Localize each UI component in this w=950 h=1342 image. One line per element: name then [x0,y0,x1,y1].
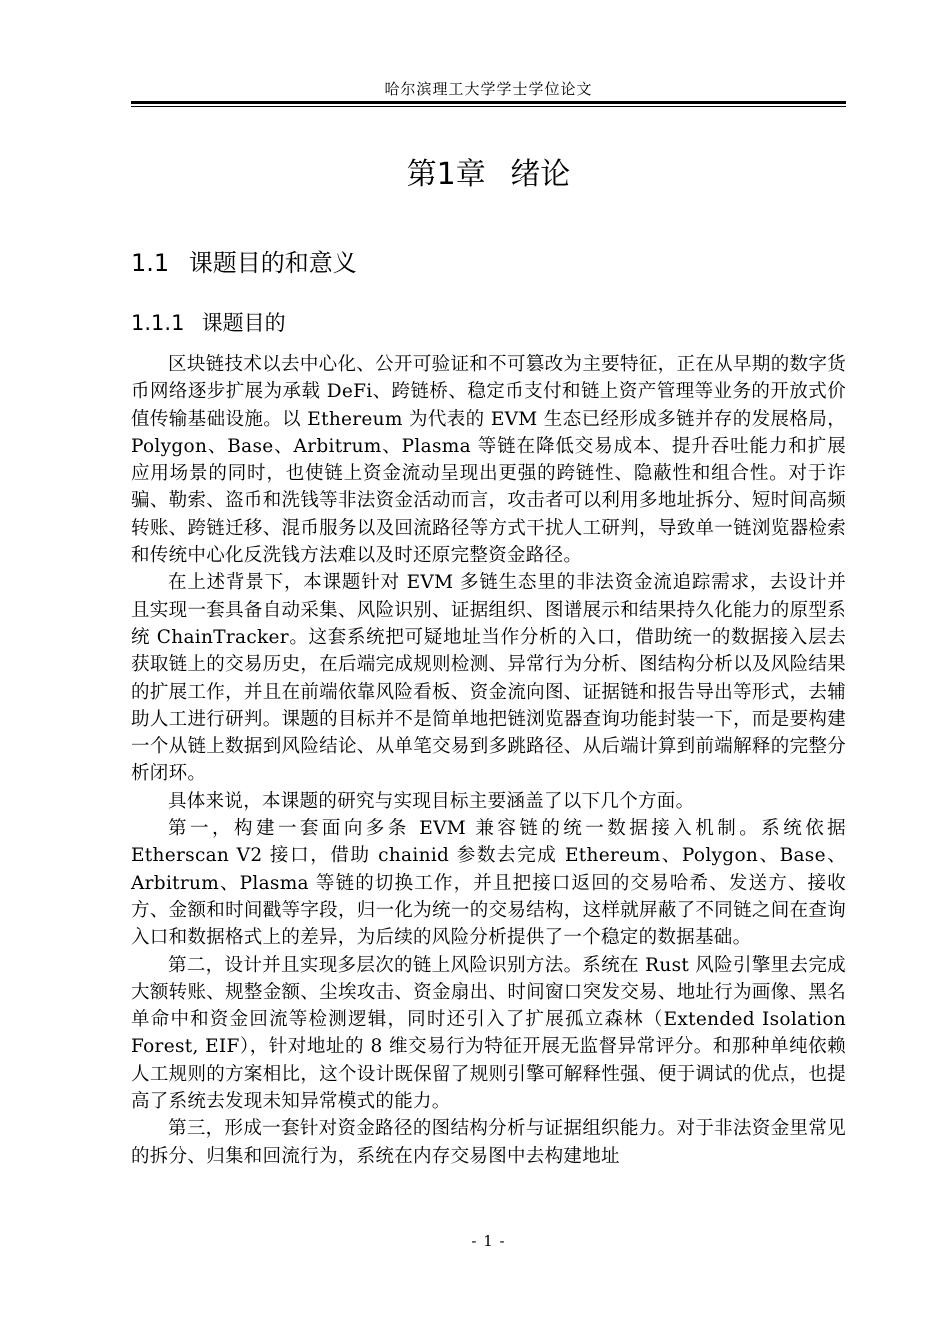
chapter-name: 绪论 [510,157,571,192]
chapter-number: 第1章 [406,157,486,192]
paragraph: 第三，形成一套针对资金路径的图结构分析与证据组织能力。对于非法资金里常见的拆分、归集和回流行为，系统在内存交易图中去构建地址 [131,1118,846,1167]
header-rule-thick [131,101,846,104]
subsection-number: 1.1.1 [131,311,185,335]
page-number: - 1 - [471,1232,506,1250]
section-heading [131,246,357,280]
subsection-name: 课题目的 [201,311,286,335]
paragraph: 第一，构建一套面向多条 EVM 兼容链的统一数据接入机制。系统依据 Etherscan V2 接口，借助 chainid 参数去完成 Ethereum、Polygon、Base、Arbitrum、Plasma 等链的切换工作，并且把接口返回的交易哈希、发送方、接收方、金额和时间戳等字段，归一化为统一的交易结构，这样就屏蔽了不同链之间在查询入口和数据格式上的差异，为后续的风险分析提供了一个稳定的数据基础。 [131,818,846,949]
chapter-title [131,155,846,195]
paragraph: 第二，设计并且实现多层次的链上风险识别方法。系统在 Rust 风险引擎里去完成大额转账、规整金额、尘埃攻击、资金扇出、时间窗口突发交易、地址行为画像、黑名单命中和资金回流等检测逻辑，同时还引入了扩展孤立森林（Extended Isolation Forest, EIF），针对地址的 8 维交易行为特征开展无监督异常评分。和那种单纯依赖人工规则的方案相比，这个设计既保留了规则引擎可解释性强、便于调试的优点，也提高了系统去发现未知异常模式的能力。 [131,954,846,1113]
paragraph: 具体来说，本课题的研究与实现目标主要涵盖了以下几个方面。 [168,790,695,812]
paragraph: 区块链技术以去中心化、公开可验证和不可篡改为主要特征，正在从早期的数字货币网络逐步扩展为承载 DeFi、跨链桥、稳定币支付和链上资产管理等业务的开放式价值传输基础设施。以 Ethereum 为代表的 EVM 生态已经形成多链并存的发展格局，Polygon、Base、Arbitrum、Plasma 等链在降低交易成本、提升吞吐能力和扩展应用场景的同时，也使链上资金流动呈现出更强的跨链性、隐蔽性和组合性。对于诈骗、勒索、盗币和洗钱等非法资金活动而言，攻击者可以利用多地址拆分、短时间高频转账、跨链迁移、混币服务以及回流路径等方式干扰人工研判，导致单一链浏览器检索和传统中心化反洗钱方法难以及时还原完整资金路径。 [131,354,846,567]
section-name: 课题目的和意义 [188,249,357,277]
running-header: 哈尔滨理工大学学士学位论文 [384,80,593,98]
header-rule-thin [131,106,846,107]
subsection-heading [131,308,286,338]
body-text [131,351,846,1170]
paragraph: 在上述背景下，本课题针对 EVM 多链生态里的非法资金流追踪需求，去设计并且实现一套具备自动采集、风险识别、证据组织、图谱展示和结果持久化能力的原型系统 ChainTracker。这套系统把可疑地址当作分析的入口，借助统一的数据接入层去获取链上的交易历史，在后端完成规则检测、异常行为分析、图结构分析以及风险结果的扩展工作，并且在前端依靠风险看板、资金流向图、证据链和报告导出等形式，去辅助人工进行研判。课题的目标并不是简单地把链浏览器查询功能封装一下，而是要构建一个从链上数据到风险结论、从单笔交易到多跳路径、从后端计算到前端解释的完整分析闭环。 [131,572,846,785]
section-number: 1.1 [131,249,170,277]
